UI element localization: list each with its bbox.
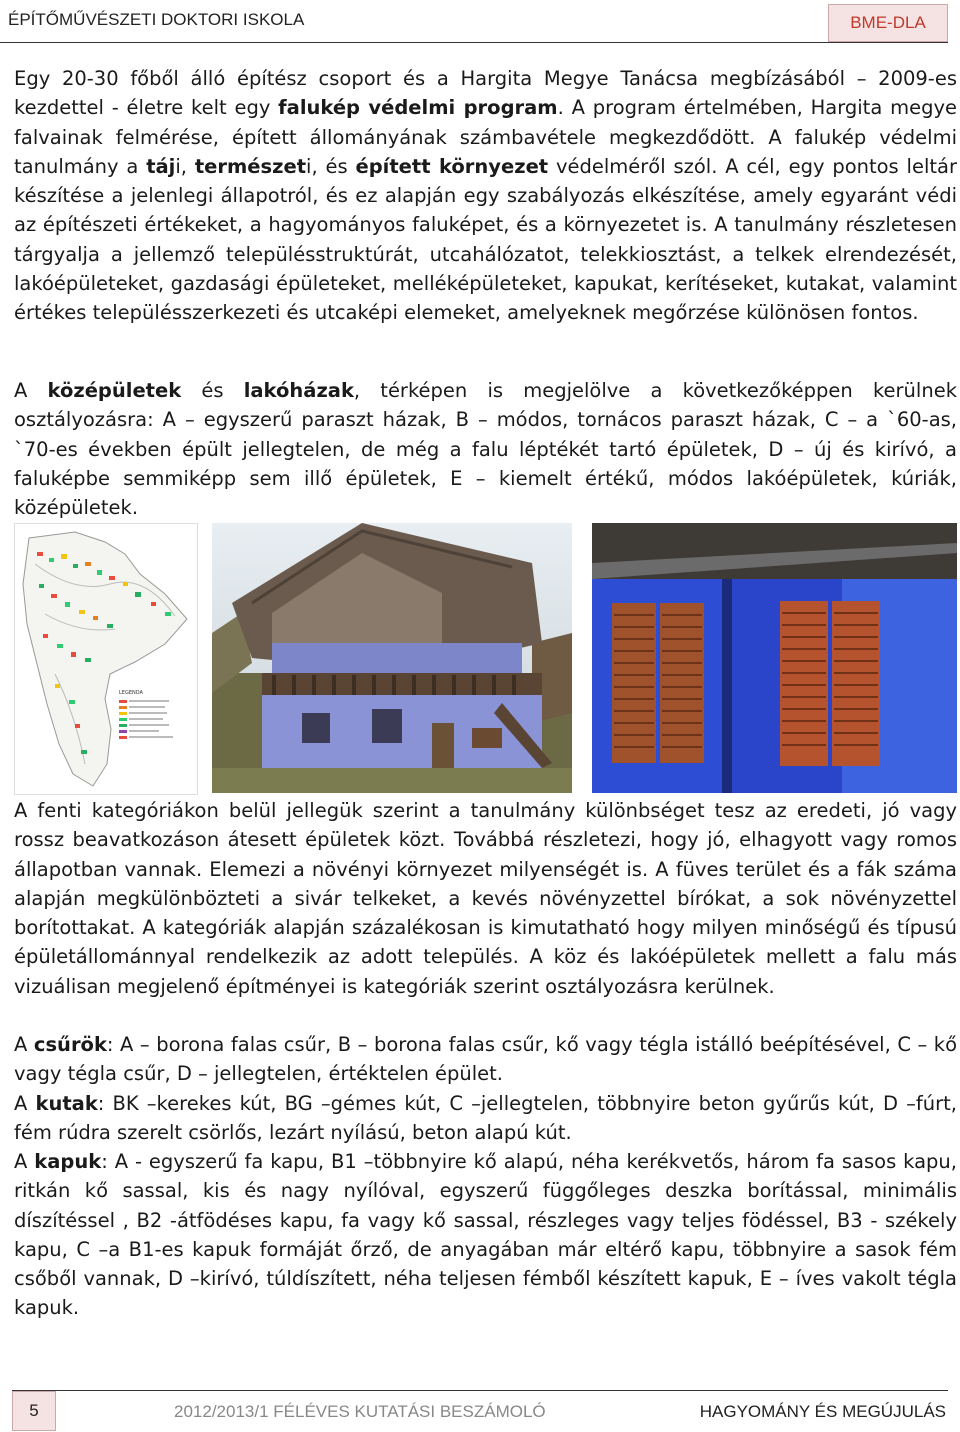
text: A — [14, 1092, 36, 1115]
emphasis: falukép védelmi program — [278, 96, 558, 120]
paragraph-wells — [14, 1089, 957, 1148]
section-title: HAGYOMÁNY ÉS MEGÚJULÁS — [699, 1402, 946, 1421]
emphasis: kutak — [35, 1092, 98, 1115]
emphasis: lakóházak — [243, 379, 354, 402]
text: védelméről szól. A cél, egy pontos leltár készítése a jelenlegi állapotról, és ez alapján egy szabályozás elkészítése, amely egyaránt védi az építészeti értékeket, a hagyományos faluképet, és a környezetet is. A tanulmány részletesen tárgyalja a jellemző településstruktúrát, utcahálózatot, telekkiosztást, a telkek elrendezését, lakóépületeket, gazdasági épületeket, melléképületeket, kapukat, kerítéseket, kutakat, valamint értékes településszerkezeti és utcaképi elemeket, amelyeknek megőrzése különösen fontos. — [14, 154, 957, 325]
village-map-image — [14, 523, 198, 795]
text: és — [181, 379, 244, 402]
paragraph-analysis — [14, 796, 957, 1001]
report-title: 2012/2013/1 FÉLÉVES KUTATÁSI BESZÁMOLÓ — [174, 1402, 546, 1421]
text: i, — [175, 154, 195, 178]
text: A fenti kategóriákon belül jellegük szerint a tanulmány különbséget tesz az eredeti, jó vagy rossz beavatkozáson átesett épületek közt. Továbbá részletezi, hogy jó, elhagyott vagy romos állapotban vannak. Elemezi a növényi környezet milyenségét is. A füves terület és a fák száma alapján megkülönbözteti a sivár telkeket, a kevés növényzettel bírókat, a sok növényzettel borítottakat. A kategóriák alapján százalékosan is kimutatható hogy milyen minőségű és típusú épületállománnyal rendelkezik az adott település. A köz és lakóépületek mellett a falu más vizuálisan megjelenő építményei is kategóriák szerint osztályozásra kerülnek. — [14, 799, 957, 998]
school-name: ÉPÍTŐMŰVÉSZETI DOKTORI ISKOLA — [8, 10, 305, 29]
text: : A - egyszerű fa kapu, B1 –többnyire kő alapú, néha kerékvetős, három fa sasos kapu, ritkán kő sassal, kis és nagy nyílóval, egyszerű függőleges deszka borítással, minimális díszítéssel , B2 -átfödéses kapu, fa vagy kő sassal, részleges vagy teljes födéssel, B3 - székely kapu, C –a B1-es kapuk formáját őrző, de anyagában már eltérő kapu, többnyire a sasok fém csőből vannak, D –kirívó, túldíszített, néha teljesen fémből készített kapuk, E – íves vakolt tégla kapuk. — [14, 1150, 957, 1320]
blue-wall-shutters-photo — [592, 523, 957, 793]
figure-row — [14, 523, 957, 793]
text: A — [14, 1033, 34, 1056]
institution-badge: BME-DLA — [828, 4, 948, 42]
text: Egy 20-30 főből álló építész csoport és a Hargita Megye Tanácsa megbízásából – 2009-es kezdettel - életre kelt egy — [14, 67, 957, 120]
text: i, és — [306, 154, 356, 178]
paragraph-building-categories — [14, 376, 957, 522]
emphasis: középületek — [47, 379, 182, 402]
map-legend-title: LEGENDA — [119, 690, 143, 696]
text: : A – borona falas csűr, B – borona falas csűr, kő vagy tégla istálló beépítésével, C – kő vagy tégla csűr, D – jellegtelen, értéktelen épület. — [14, 1033, 957, 1086]
paragraph-gates — [14, 1147, 957, 1323]
page-number: 5 — [12, 1391, 56, 1431]
text: A — [14, 1150, 35, 1173]
text: A — [14, 379, 48, 402]
text: . A program értelmében, Hargita megye falvainak felmérése, épített állományának számbavétele megkezdődött. A falukép védelmi tanulmány a — [14, 96, 957, 178]
paragraph-intro — [14, 64, 957, 328]
page-header — [0, 0, 960, 44]
emphasis: csűrök — [33, 1033, 107, 1056]
traditional-house-photo — [212, 523, 572, 793]
text: , térképen is megjelölve a következőképpen kerülnek osztályozásra: A – egyszerű paraszt házak, B – módos, tornácos paraszt házak, C – a `60-as, `70-es években épült jellegtelen, de még a falu léptékét tartó épületek, D – új és kirívó, a faluképbe semmiképp sem illő épületek, E – kiemelt értékű, módos lakóépületek, kúriák, középületek. — [14, 379, 957, 520]
emphasis: kapuk — [34, 1150, 102, 1173]
paragraph-barns — [14, 1030, 957, 1089]
header-divider — [0, 42, 948, 43]
footer-divider — [12, 1390, 948, 1391]
emphasis: természet — [194, 154, 307, 178]
text: : BK –kerekes kút, BG –gémes kút, C –jellegtelen, többnyire beton gyűrűs kút, D –fúrt, fém rúdra szerelt csörlős, lezárt nyílású, beton alapú kút. — [14, 1092, 957, 1145]
emphasis: táj — [146, 154, 176, 178]
emphasis: épített környezet — [355, 154, 549, 178]
